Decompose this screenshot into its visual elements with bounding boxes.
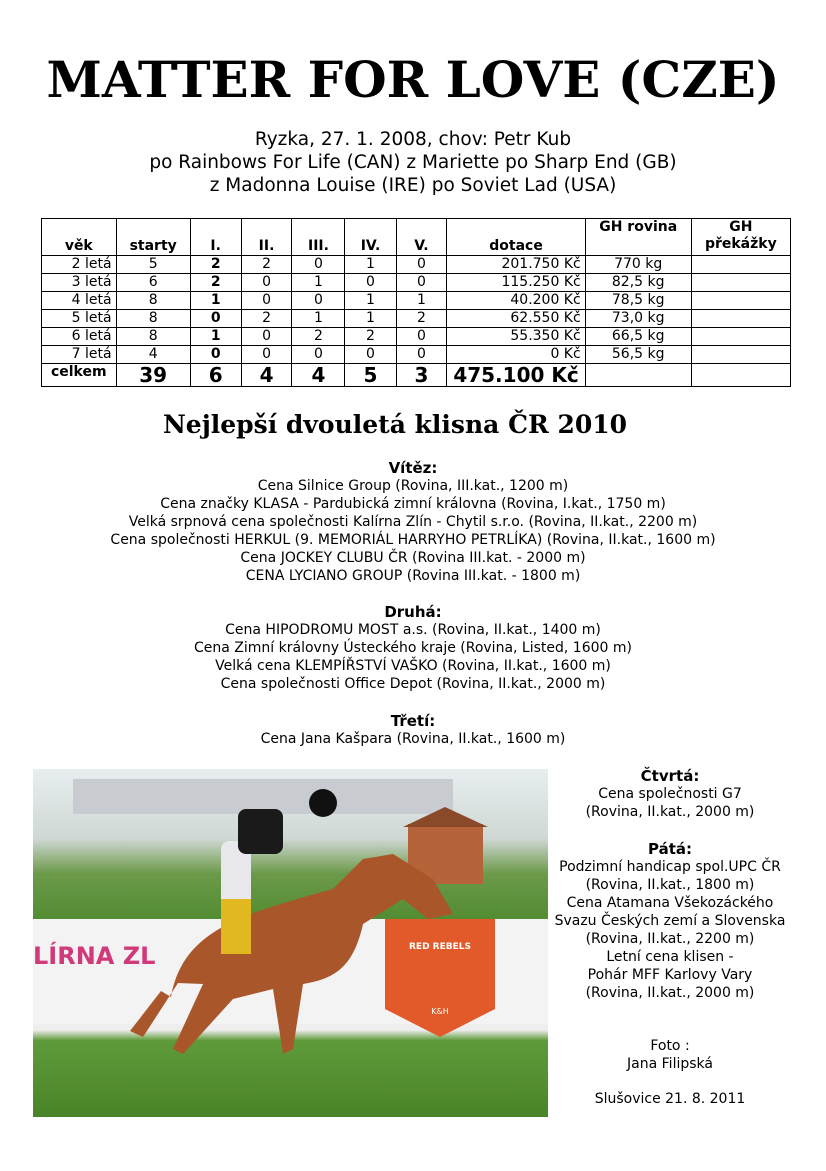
table-cell: 0 Kč [447,346,585,364]
table-cell: 1 [292,274,345,292]
total-cell: 4 [292,364,345,387]
table-cell: 0 [292,292,345,310]
table-cell: 56,5 kg [585,346,691,364]
total-cell: 39 [116,364,190,387]
table-cell: 1 [292,310,345,328]
race-line: (Rovina, II.kat., 2200 m) [585,931,755,947]
place-date: Slušovice 21. 8. 2011 [594,1091,746,1107]
table-row [42,328,791,346]
race-line: Cena Jana Kašpara (Rovina, II.kat., 1600 m) [260,731,566,747]
table-cell: 201.750 Kč [447,256,585,274]
column-header: GH překážky [691,219,790,256]
race-line: (Rovina, II.kat., 2000 m) [585,804,755,820]
table-cell: 0 [396,346,447,364]
table-cell: 0 [292,346,345,364]
section-heading: Pátá: [647,840,692,858]
table-cell: 78,5 kg [585,292,691,310]
total-cell [691,364,790,387]
race-line: CENA LYCIANO GROUP (Rovina III.kat. - 1800 m) [245,568,581,584]
column-header: věk [42,219,117,256]
section-heading: Vítěz: [388,459,438,477]
table-cell: 1 [345,292,396,310]
table-row [42,274,791,292]
horse-racing-photo [33,769,548,1117]
total-cell: 5 [345,364,396,387]
table-cell: 2 [345,328,396,346]
table-cell: 2 [241,256,292,274]
total-cell: celkem [42,364,117,387]
race-line: Cena společnosti G7 [598,786,742,802]
table-cell [691,346,790,364]
table-cell: 1 [396,292,447,310]
column-header: I. [190,219,241,256]
table-cell: 115.250 Kč [447,274,585,292]
table-cell: 0 [292,256,345,274]
sign-text: LÍRNA ZL [33,942,156,970]
photo-credit-label: Foto : [650,1038,690,1054]
table-cell: 0 [396,256,447,274]
pedigree [0,128,826,197]
table-cell: 2 [190,274,241,292]
total-cell: 475.100 Kč [447,364,585,387]
table-cell: 1 [345,310,396,328]
horse-name-title: MATTER FOR LOVE (CZE) [46,50,780,109]
table-cell: 2 [241,310,292,328]
column-header: III. [292,219,345,256]
pedigree-line: z Madonna Louise (IRE) po Soviet Lad (USA) [209,175,617,196]
third-place-section [0,712,826,748]
second-place-section [0,603,826,693]
table-cell: 62.550 Kč [447,310,585,328]
table-cell: 66,5 kg [585,328,691,346]
race-line: Cena společnosti Office Depot (Rovina, II.kat., 2000 m) [220,676,606,692]
table-cell: 1 [190,292,241,310]
table-cell: 0 [396,274,447,292]
pedigree-line: po Rainbows For Life (CAN) z Mariette po Sharp End (GB) [149,152,677,173]
section-heading: Třetí: [390,712,436,730]
table-cell: 0 [241,346,292,364]
table-cell: 55.350 Kč [447,328,585,346]
table-cell [691,274,790,292]
fifth-place-section [548,840,792,1002]
table-cell: 4 [116,346,190,364]
table-header [42,219,791,256]
table-cell: 8 [116,328,190,346]
column-header: starty [116,219,190,256]
race-line: Podzimní handicap spol.UPC ČR [559,859,781,875]
column-header: II. [241,219,292,256]
race-line: Velká cena KLEMPÍŘSTVÍ VAŠKO (Rovina, II.kat., 1600 m) [215,658,611,674]
table-cell [691,328,790,346]
logo-text: K&H [431,1007,449,1016]
photographer-name: Jana Filipská [627,1056,713,1072]
race-line: Cena HIPODROMU MOST a.s. (Rovina, II.kat., 1400 m) [225,622,601,638]
total-cell: 4 [241,364,292,387]
award-heading: Nejlepší dvouletá klisna ČR 2010 [162,410,628,439]
table-cell [691,310,790,328]
table-cell: 770 kg [585,256,691,274]
race-line: Cena JOCKEY CLUBU ČR (Rovina III.kat. - 2000 m) [240,550,586,566]
table-cell: 1 [345,256,396,274]
table-cell: 4 letá [42,292,117,310]
race-line: Cena Zimní královny Ústeckého kraje (Rovina, Listed, 1600 m) [194,640,632,656]
table-cell: 0 [241,328,292,346]
race-line: Velká srpnová cena společnosti Kalírna Zlín - Chytil s.r.o. (Rovina, II.kat., 2200 m) [128,514,698,530]
table-cell: 1 [190,328,241,346]
race-line: Cena společnosti HERKUL (9. MEMORIÁL HARRYHO PETRLÍKA) (Rovina, II.kat., 1600 m) [110,532,716,548]
column-header: dotace [447,219,585,256]
table-cell: 6 [116,274,190,292]
total-cell: 6 [190,364,241,387]
logo-text: RED REBELS [409,942,471,952]
total-cell: 3 [396,364,447,387]
section-heading: Druhá: [384,603,442,621]
table-row [42,346,791,364]
table-cell: 82,5 kg [585,274,691,292]
table-cell: 0 [396,328,447,346]
table-cell: 0 [345,346,396,364]
race-line: (Rovina, II.kat., 1800 m) [585,877,755,893]
fourth-place-section [548,767,792,821]
table-cell: 40.200 Kč [447,292,585,310]
column-header: IV. [345,219,396,256]
table-cell [691,292,790,310]
table-cell: 3 letá [42,274,117,292]
race-record-table [41,218,791,387]
column-header: V. [396,219,447,256]
table-cell [691,256,790,274]
total-cell [585,364,691,387]
race-line: Pohár MFF Karlovy Vary [587,967,753,983]
table-cell: 0 [241,274,292,292]
table-cell: 2 letá [42,256,117,274]
table-cell: 5 letá [42,310,117,328]
table-row [42,256,791,274]
section-heading: Čtvrtá: [640,767,700,785]
race-line: Svazu Českých zemí a Slovenska [554,913,786,929]
table-cell: 2 [190,256,241,274]
table-cell: 5 [116,256,190,274]
race-line: Cena Atamana Všekozáckého [566,895,774,911]
table-cell: 8 [116,292,190,310]
table-cell: 0 [190,346,241,364]
table-cell: 6 letá [42,328,117,346]
photo-credit [548,1037,792,1073]
winner-section [0,459,826,585]
table-cell: 73,0 kg [585,310,691,328]
table-row [42,292,791,310]
table-cell: 8 [116,310,190,328]
table-cell: 0 [241,292,292,310]
race-line: Letní cena klisen - [606,949,734,965]
race-line: Cena značky KLASA - Pardubická zimní královna (Rovina, I.kat., 1750 m) [160,496,666,512]
column-header: GH rovina [585,219,691,256]
table-total-row [42,364,791,387]
race-line: (Rovina, II.kat., 2000 m) [585,985,755,1001]
table-cell: 0 [345,274,396,292]
table-cell: 0 [190,310,241,328]
race-line: Cena Silnice Group (Rovina, III.kat., 1200 m) [257,478,569,494]
pedigree-line: Ryzka, 27. 1. 2008, chov: Petr Kub [254,129,572,150]
table-cell: 2 [396,310,447,328]
table-row [42,310,791,328]
table-cell: 7 letá [42,346,117,364]
table-cell: 2 [292,328,345,346]
